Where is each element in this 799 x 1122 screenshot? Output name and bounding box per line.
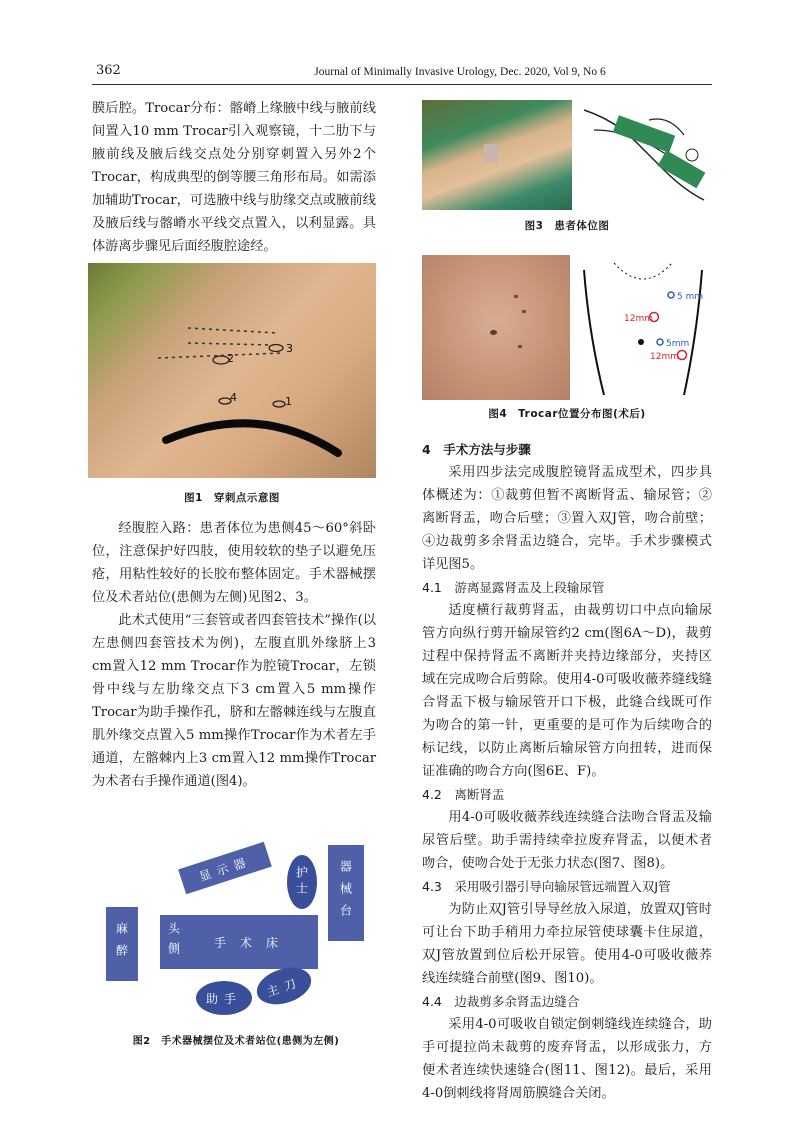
running-header: Journal of Minimally Invasive Urology, Dec. 2020, Vol 9, No 6 [314, 66, 606, 78]
assistant-block: 助手 [196, 981, 252, 1015]
section-heading: 4 手术方法与步骤 [422, 442, 531, 457]
left-paragraph-top [92, 97, 376, 258]
subsection-heading: 4.2 离断肾盂 [422, 787, 505, 802]
trocar-label: 5mm [666, 339, 690, 349]
monitor-block: 显示器 [178, 842, 272, 895]
port-scar [522, 310, 526, 313]
left-paragraph-technique [92, 609, 376, 793]
trocar-position-diagram [574, 255, 712, 400]
subsection-heading: 4.1 游离显露肾盂及上段输尿管 [422, 580, 605, 595]
trocar-label: 12mm [650, 352, 679, 362]
figure4-photo [422, 255, 570, 400]
paragraph: 适度横行裁剪肾盂，由裁剪切口中点向输尿管方向纵行剪开输尿管约2 cm(图6A～D)，裁剪过程中保持肾盂不离断并夹持边缘部分，夹持区域在完成吻合后剪除。使用4-0可吸收薇荞缝线缝合肾盂下极与输尿管开口下极，此缝合线既可作为吻合的第一针，更重要的是可作为后续吻合的标记线，以防止离断后输尿管方向扭转，进而保证准确的吻合方向(图6E、F)。 [422, 603, 712, 779]
port-3-marker [269, 345, 283, 352]
surgeon-block: 主刀 [252, 961, 316, 1011]
figure3-photo-left [422, 100, 572, 210]
paragraph: 采用四步法完成腹腔镜肾盂成型术，四步具体概述为：①裁剪但暂不离断肾盂、输尿管；②离断肾盂，吻合后壁；③置入双J管，吻合前壁；④边裁剪多余肾盂边缝合，完毕。手术步骤模式详见图5。 [422, 465, 712, 572]
figure1-photo [88, 263, 376, 478]
figure1-caption: 图1 穿刺点示意图 [184, 492, 280, 504]
incision-line [188, 343, 273, 345]
figure2-diagram [100, 835, 370, 1025]
figure1-markup [88, 263, 376, 478]
subsection-heading: 4.4 边裁剪多余肾盂边缝合 [422, 994, 580, 1009]
figure3-caption: 图3 患者体位图 [524, 220, 610, 232]
port-scar [514, 295, 518, 298]
operating-table-block: 手术床 [188, 915, 318, 969]
privacy-blur [484, 144, 498, 162]
paragraph: 采用4-0可吸收自锁定倒刺缝线连续缝合，助手可提拉尚未裁剪的废弃肾盂，以形成张力，方便术者连续快速缝合(图11、图12)。最后，采用4-0倒刺线将肾周筋膜缝合关闭。 [422, 1017, 712, 1101]
subsection-heading: 4.3 采用吸引器引导向输尿管远端置入双J管 [422, 879, 671, 894]
paragraph: 此术式使用“三套管或者四套管技术”操作(以左患侧四套管技术为例)，左腹直肌外缘脐上3 cm置入12 mm Trocar作为腔镜Trocar，左锁骨中线与左肋缘交点下3 cm置入5 mm操作Trocar为助手操作孔，脐和左髂棘连线与左腹直肌外缘交点置入5 mm操作Trocar作为术者左手通道，左髂棘内上3 cm置入12 mm操作Trocar为术者右手操作通道(图4)。 [92, 613, 376, 789]
figure4-caption: 图4 Trocar位置分布图(术后) [488, 408, 646, 420]
instrument-table-block: 器械台 [328, 845, 364, 941]
umbilicus [490, 330, 497, 335]
patient-position-illustration [574, 100, 712, 210]
incision-line [188, 328, 278, 333]
figure2-caption: 图2 手术器械摆位及术者站位(患侧为左侧) [132, 1036, 340, 1047]
figure3-drawing-right [574, 100, 712, 210]
port-scar [518, 345, 522, 348]
trocar-label: 5 mm [677, 292, 704, 302]
port-label: 3 [286, 342, 293, 355]
anesthesia-block: 麻醉 [106, 907, 138, 981]
trocar-label: 12mm [624, 314, 653, 324]
port-1-marker [273, 401, 285, 407]
port-label: 2 [227, 352, 234, 365]
page-number: 362 [96, 63, 121, 78]
nurse-block: 护士 [287, 855, 317, 909]
paragraph: 用4-0可吸收薇荞线连续缝合法吻合肾盂及输尿管后壁。助手需持续牵拉废弃肾盂，以便术者吻合，使吻合处于无张力状态(图7、图8)。 [422, 810, 712, 871]
port-label: 4 [230, 391, 237, 404]
head-side-block: 头侧 [160, 915, 188, 969]
costal-margin-line [166, 423, 338, 453]
paragraph: 膜后腔。Trocar分布：髂嵴上缘腋中线与腋前线间置入10 mm Trocar引入观察镜，十二肋下与腋前线及腋后线交点处分别穿刺置入另外2个Trocar，构成典型的倒等腰三角形布局。如需添加辅助Trocar，可选腋中线与肋缘交点或腋前线及腋后线与髂嵴水平线交点置入，以利显露。具体游离步骤见后面经腹腔途经。 [92, 101, 376, 254]
paragraph: 为防止双J管引导导丝放入尿道，放置双J管时可让台下助手稍用力牵拉尿管使球囊卡住尿道，双J管放置到位后松开尿管。使用4-0可吸收薇荞线连续缝合前壁(图9、图10)。 [422, 902, 712, 986]
figure4-diagram [574, 255, 712, 400]
right-column-text [422, 438, 712, 1105]
header-rule [92, 84, 712, 85]
left-paragraph-transperitoneal [92, 517, 376, 609]
port-label: 1 [285, 395, 292, 408]
paragraph: 经腹腔入路：患者体位为患侧45～60°斜卧位，注意保护好四肢，使用较软的垫子以避免压疮，用粘性较好的长胶布整体固定。手术器械摆位及术者站位(患侧为左侧)见图2、3。 [92, 521, 376, 605]
